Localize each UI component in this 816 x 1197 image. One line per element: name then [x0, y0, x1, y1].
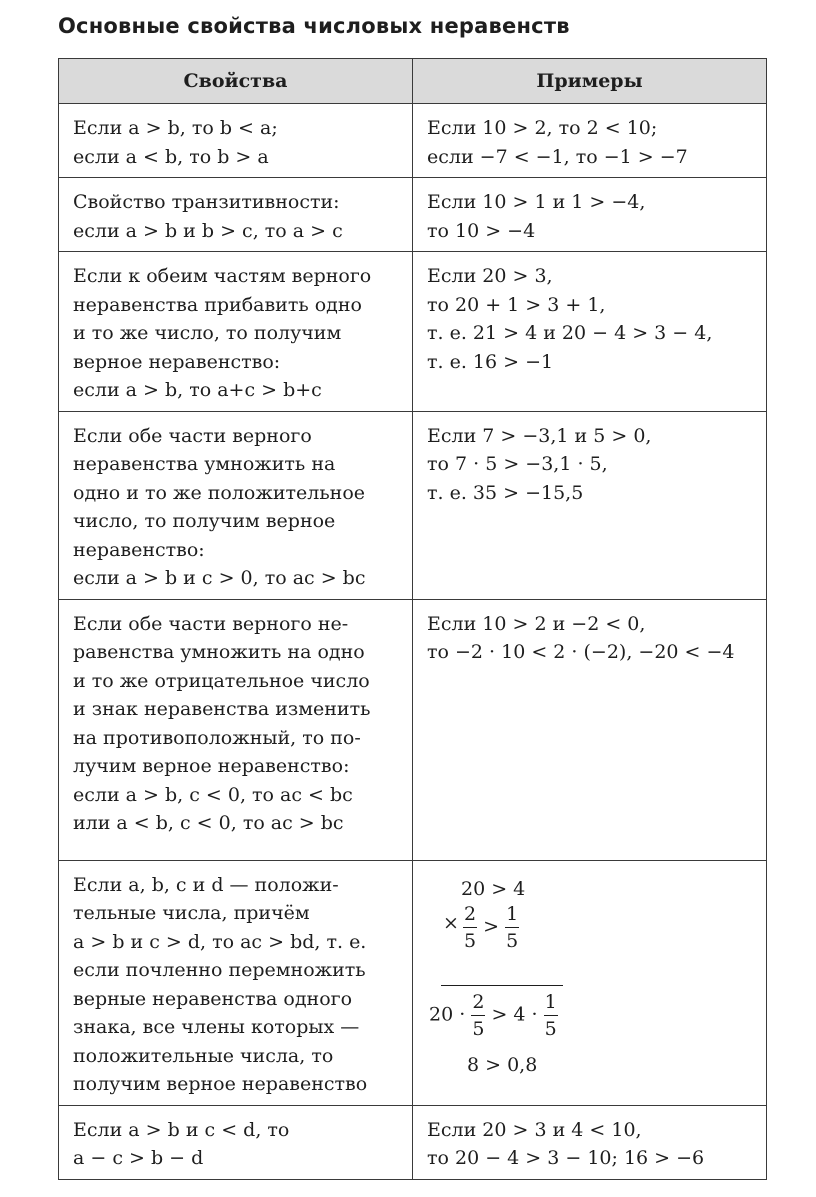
property-line: положительные числа, то: [73, 1044, 334, 1067]
calc-result: 20 · $\frac{2}{5}$ > 4 · $\frac{1}{5}$: [429, 990, 557, 1040]
property-line: тельные числа, причём: [73, 902, 310, 924]
property-line: и знак неравенства изменить: [73, 698, 371, 720]
example-line: т. е. 35 > −15,5: [427, 481, 584, 504]
property-line: лучим верное неравенство:: [73, 755, 350, 777]
table-header-row: [59, 59, 767, 104]
property-line: одно и то же положительное: [73, 481, 366, 504]
table-row: [59, 104, 767, 178]
calc-line-2: $\frac{2}{5}$ > $\frac{1}{5}$: [464, 902, 519, 952]
property-cell: [59, 178, 413, 252]
property-line: a > b и c > d, то ac > bd, т. е.: [73, 930, 367, 953]
property-cell: [59, 599, 413, 860]
example-line: то 10 > −4: [427, 219, 536, 242]
sum-rule-line: [441, 985, 563, 986]
property-line: если a > b, то a+c > b+c: [73, 379, 322, 401]
property-line: и то же число, то получим: [73, 322, 342, 344]
multiplication-example: [427, 871, 627, 1091]
property-line: a − c > b − d: [73, 1147, 204, 1169]
table-row: [59, 252, 767, 412]
example-cell: [413, 178, 767, 252]
property-line: на противоположный, то по-: [73, 726, 361, 749]
example-line: Если 20 > 3 и 4 < 10,: [427, 1118, 642, 1141]
table-row: [59, 411, 767, 599]
property-line: если a > b, c < 0, то ac < bc: [73, 783, 353, 806]
fraction: $\frac{2}{5}$: [464, 902, 477, 952]
fraction: $\frac{1}{5}$: [506, 902, 519, 952]
property-line: если a < b, то b > a: [73, 145, 269, 168]
example-line: то 20 − 4 > 3 − 10; 16 > −6: [427, 1147, 705, 1169]
property-cell: [59, 411, 413, 599]
property-cell: [59, 860, 413, 1105]
property-line: получим верное неравенство: [73, 1073, 368, 1095]
example-cell: [413, 1105, 767, 1179]
property-cell: [59, 1105, 413, 1179]
example-cell: [413, 411, 767, 599]
property-line: знака, все члены которых —: [73, 1016, 360, 1038]
table-row: [59, 1105, 767, 1179]
table-row: [59, 860, 767, 1105]
property-line: если почленно перемножить: [73, 959, 366, 981]
property-line: если a > b и c > 0, то ac > bc: [73, 567, 366, 589]
calc-line-1: 20 > 4: [461, 877, 526, 900]
property-line: Если к обеим частям верного: [73, 265, 372, 287]
property-line: или a < b, c < 0, то ac > bc: [73, 812, 344, 834]
property-line: и то же отрицательное число: [73, 669, 370, 692]
property-line: Если a > b, то b < a;: [73, 117, 278, 139]
property-line: Если a > b и c < d, то: [73, 1118, 290, 1141]
table-row: [59, 178, 767, 252]
property-line: неравенства умножить на: [73, 453, 336, 475]
example-cell: [413, 599, 767, 860]
property-line: Если обе части верного не-: [73, 612, 349, 635]
property-line: равенства умножить на одно: [73, 641, 365, 663]
property-line: верное неравенство:: [73, 350, 281, 373]
example-line: то 7 · 5 > −3,1 · 5,: [427, 453, 608, 475]
example-cell: [413, 860, 767, 1105]
example-line: то 20 + 1 > 3 + 1,: [427, 293, 606, 316]
header-examples: Примеры: [413, 59, 767, 104]
example-line: Если 10 > 1 и 1 > −4,: [427, 191, 646, 213]
fraction: $\frac{1}{5}$: [544, 990, 557, 1040]
property-line: Свойство транзитивности:: [73, 191, 340, 213]
example-line: если −7 < −1, то −1 > −7: [427, 145, 688, 168]
property-cell: [59, 104, 413, 178]
times-sign: ×: [443, 911, 459, 934]
properties-table: [58, 58, 767, 1180]
property-line: верные неравенства одного: [73, 987, 353, 1010]
example-line: Если 20 > 3,: [427, 265, 553, 287]
property-line: число, то получим верное: [73, 510, 336, 532]
property-cell: [59, 252, 413, 412]
example-line: Если 10 > 2 и −2 < 0,: [427, 612, 646, 635]
property-line: неравенство:: [73, 538, 205, 561]
property-line: неравенства прибавить одно: [73, 293, 362, 316]
calc-final: 8 > 0,8: [467, 1053, 538, 1076]
fraction: $\frac{2}{5}$: [472, 990, 485, 1040]
example-line: Если 7 > −3,1 и 5 > 0,: [427, 424, 652, 447]
example-cell: [413, 104, 767, 178]
example-cell: [413, 252, 767, 412]
page-title: Основные свойства числовых неравенств: [58, 14, 570, 38]
example-line: то −2 · 10 < 2 · (−2), −20 < −4: [427, 641, 735, 663]
property-line: если a > b и b > c, то a > c: [73, 219, 343, 242]
table-row: [59, 599, 767, 860]
example-line: т. е. 16 > −1: [427, 350, 554, 373]
property-line: Если a, b, c и d — положи-: [73, 873, 339, 896]
property-line: Если обе части верного: [73, 424, 312, 447]
example-line: Если 10 > 2, то 2 < 10;: [427, 117, 658, 139]
header-properties: Свойства: [59, 59, 413, 104]
example-line: т. е. 21 > 4 и 20 − 4 > 3 − 4,: [427, 322, 713, 344]
